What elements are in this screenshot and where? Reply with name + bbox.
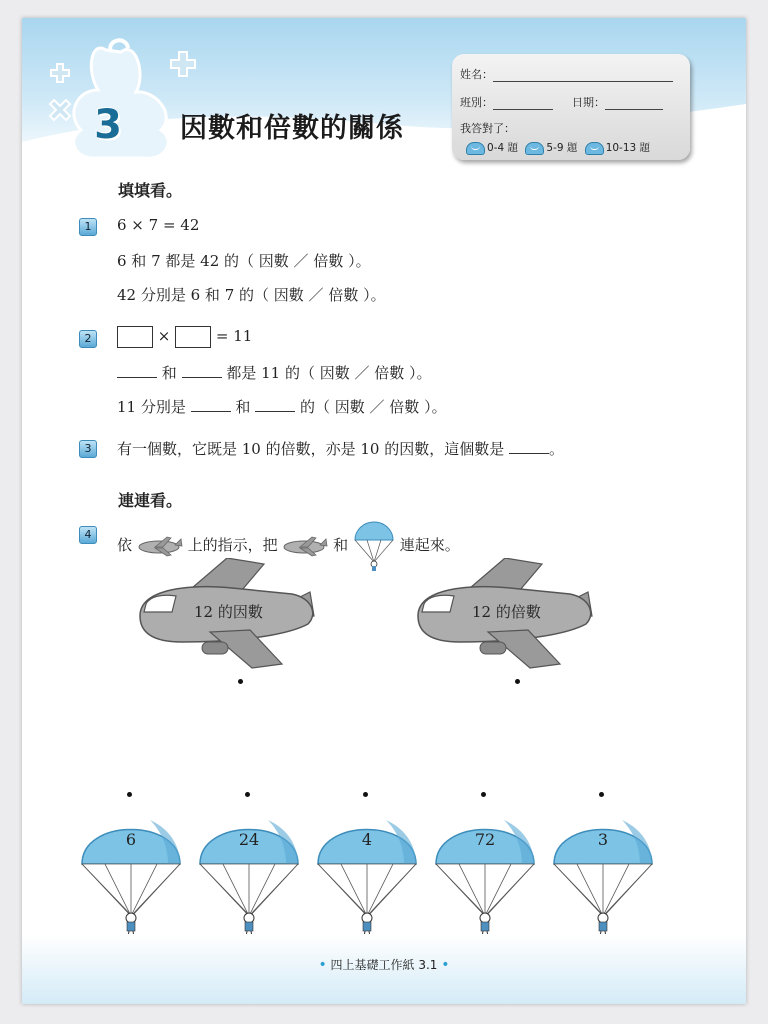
face-icon [466,142,485,155]
answer-blank[interactable] [255,397,295,412]
parachute-image [552,808,654,938]
q2-line3-a: 11 分別是 [117,398,186,416]
section-heading-fill: 填填看。 [118,181,183,200]
answer-blank[interactable] [191,397,231,412]
chapter-number: 3 [94,102,122,148]
question-number-1: 1 [79,218,97,236]
parachute-label: 3 [597,830,609,849]
parachute-icon [353,520,395,572]
q2-line3-b: 和 [235,398,251,416]
worksheet-page [22,18,746,1004]
score-range: 5-9 題 [546,142,578,154]
chapter-title: 因數和倍數的關係 [180,113,404,144]
plane-label-multiples: 12 的倍數 [472,603,541,621]
class-field[interactable] [493,97,553,110]
q1-line3: 42 分別是 6 和 7 的（ 因數 ／ 倍數 ）。 [117,286,386,304]
connect-dot-parachute[interactable] [481,792,486,797]
class-label: 班別： [460,96,493,109]
plane-icon [282,535,328,557]
q3-text: 有一個數，它既是 10 的倍數，亦是 10 的因數，這個數是 [117,440,505,458]
score-label: 我答對了： [460,122,515,135]
question-number-2: 2 [79,330,97,348]
q1-line2: 6 和 7 都是 42 的（ 因數 ／ 倍數 ）。 [117,252,371,270]
footer [22,956,746,973]
q3-text-line [117,438,564,459]
parachute-label: 6 [125,830,137,849]
footer-text: 四上基礎工作紙 3.1 [330,958,438,972]
parachute-label: 4 [361,830,373,849]
q3-end: 。 [549,440,565,458]
answer-blank[interactable] [509,439,549,454]
name-label: 姓名： [460,68,493,81]
q2-line3-c: 的（ 因數 ／ 倍數 ）。 [300,398,447,416]
q2-line3 [117,396,447,417]
student-info-box [452,54,690,160]
face-icon [585,142,604,155]
q2-line2-and: 和 [161,364,177,382]
section-heading-match: 連連看。 [118,491,183,510]
answer-box-2[interactable] [175,326,211,348]
question-number-4: 4 [79,526,97,544]
answer-box-1[interactable] [117,326,153,348]
footer-dot-icon: • [318,957,327,973]
times-sign: × [157,327,171,345]
q4-part4: 連起來。 [399,536,460,554]
parachute-label: 24 [238,830,260,849]
parachute-image [80,808,182,938]
answer-blank[interactable] [117,363,157,378]
answer-blank[interactable] [182,363,222,378]
plane-label-factors: 12 的因數 [194,603,263,621]
connect-dot-plane-multiples[interactable] [515,679,520,684]
question-number-3: 3 [79,440,97,458]
name-field[interactable] [493,69,673,82]
q2-line2-rest: 都是 11 的（ 因數 ／ 倍數 ）。 [226,364,432,382]
face-icon [525,142,544,155]
connect-dot-parachute[interactable] [127,792,132,797]
footer-dot-icon: • [441,957,450,973]
q4-part1: 依 [117,536,133,554]
connect-dot-parachute[interactable] [599,792,604,797]
date-label: 日期： [572,96,605,109]
date-field[interactable] [605,97,663,110]
q1-equation: 6 × 7 = 42 [117,216,200,234]
score-range: 10-13 題 [605,142,651,154]
parachute-image [316,808,418,938]
score-range: 0-4 題 [487,142,518,154]
plane-icon [137,535,183,557]
parachute-image [434,808,536,938]
q2-line2 [117,362,432,383]
equals-eleven: = 11 [215,327,253,345]
connect-dot-parachute[interactable] [245,792,250,797]
q4-part2: 上的指示，把 [187,536,278,554]
q2-equation [117,326,252,348]
connect-dot-plane-factors[interactable] [238,679,243,684]
score-ranges [462,140,650,155]
parachute-image [198,808,300,938]
parachute-label: 72 [474,830,496,849]
connect-dot-parachute[interactable] [363,792,368,797]
q4-part3: 和 [333,536,349,554]
